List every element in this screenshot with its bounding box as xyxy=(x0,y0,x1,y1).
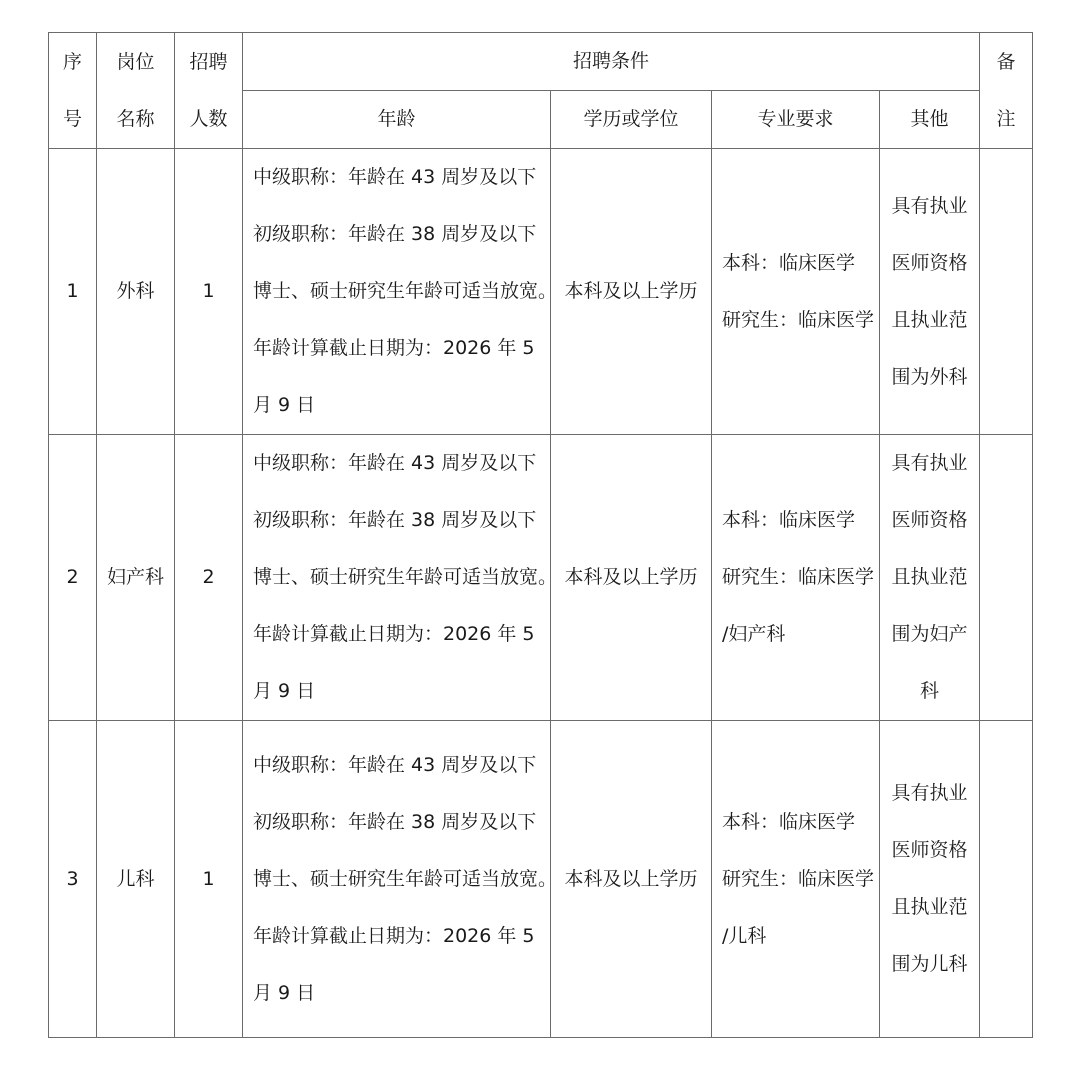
header-remark-bottom: 注 xyxy=(996,107,1016,130)
row-education: 本科及以上学历 xyxy=(551,149,712,435)
header-count-top: 招聘 xyxy=(189,50,228,73)
row-major xyxy=(712,721,880,1038)
row-education: 本科及以上学历 xyxy=(551,435,712,721)
major-line: 研究生：临床医学 xyxy=(722,308,875,331)
header-remark xyxy=(980,33,1033,149)
header-age: 年龄 xyxy=(243,91,551,149)
row-major xyxy=(712,435,880,721)
table-row xyxy=(49,435,1033,721)
header-seq-bottom: 号 xyxy=(62,107,82,130)
header-count xyxy=(175,33,243,149)
major-line: /儿科 xyxy=(722,924,767,947)
age-line: 中级职称：年龄在 43 周岁及以下 xyxy=(253,452,537,474)
row-seq: 2 xyxy=(49,435,97,721)
header-post-bottom: 名称 xyxy=(116,107,155,130)
header-seq xyxy=(49,33,97,149)
row-age xyxy=(243,435,558,721)
age-line: 月 9 日 xyxy=(253,394,316,416)
row-count: 1 xyxy=(175,721,243,1038)
age-line: 年龄计算截止日期为：2026 年 5 xyxy=(253,924,535,947)
header-post-top: 岗位 xyxy=(116,50,155,73)
age-line: 中级职称：年龄在 43 周岁及以下 xyxy=(253,753,537,776)
row-other: 具有执业医师资格且执业范围为儿科 xyxy=(880,721,980,1038)
row-age xyxy=(243,721,558,1038)
header-seq-top: 序 xyxy=(62,50,82,73)
row-remark xyxy=(980,721,1033,1038)
row-remark xyxy=(980,435,1033,721)
major-line: 研究生：临床医学 xyxy=(722,566,875,588)
row-seq: 3 xyxy=(49,721,97,1038)
row-education: 本科及以上学历 xyxy=(551,721,712,1038)
row-other: 具有执业医师资格且执业范围为妇产科 xyxy=(880,435,980,721)
row-post: 外科 xyxy=(97,149,175,435)
major-line: 研究生：临床医学 xyxy=(722,867,875,890)
table-row xyxy=(49,721,1033,1038)
header-education: 学历或学位 xyxy=(551,91,712,149)
row-seq: 1 xyxy=(49,149,97,435)
row-remark xyxy=(980,149,1033,435)
header-conditions: 招聘条件 xyxy=(243,33,980,91)
row-post: 妇产科 xyxy=(97,435,175,721)
header-post xyxy=(97,33,175,149)
header-row-1 xyxy=(49,33,1033,91)
row-age xyxy=(243,149,558,435)
major-line: 本科：临床医学 xyxy=(722,509,856,531)
age-line: 博士、硕士研究生年龄可适当放宽。 xyxy=(253,566,558,588)
row-count: 1 xyxy=(175,149,243,435)
header-other: 其他 xyxy=(880,91,980,149)
recruitment-table xyxy=(48,32,1033,1038)
row-other: 具有执业医师资格且执业范围为外科 xyxy=(880,149,980,435)
header-major: 专业要求 xyxy=(712,91,880,149)
row-count: 2 xyxy=(175,435,243,721)
age-line: 年龄计算截止日期为：2026 年 5 xyxy=(253,337,535,359)
age-line: 博士、硕士研究生年龄可适当放宽。 xyxy=(253,280,558,302)
age-line: 初级职称：年龄在 38 周岁及以下 xyxy=(253,810,537,833)
header-count-bottom: 人数 xyxy=(189,107,228,130)
major-line: 本科：临床医学 xyxy=(722,251,856,274)
age-line: 中级职称：年龄在 43 周岁及以下 xyxy=(253,166,537,188)
row-post: 儿科 xyxy=(97,721,175,1038)
major-line: /妇产科 xyxy=(722,623,786,645)
age-line: 初级职称：年龄在 38 周岁及以下 xyxy=(253,223,537,245)
age-line: 年龄计算截止日期为：2026 年 5 xyxy=(253,623,535,645)
age-line: 月 9 日 xyxy=(253,680,316,702)
row-major xyxy=(712,149,880,435)
age-line: 初级职称：年龄在 38 周岁及以下 xyxy=(253,509,537,531)
age-line: 博士、硕士研究生年龄可适当放宽。 xyxy=(253,867,558,890)
major-line: 本科：临床医学 xyxy=(722,810,856,833)
table-row xyxy=(49,149,1033,435)
age-line: 月 9 日 xyxy=(253,981,316,1004)
header-remark-top: 备 xyxy=(996,50,1016,73)
